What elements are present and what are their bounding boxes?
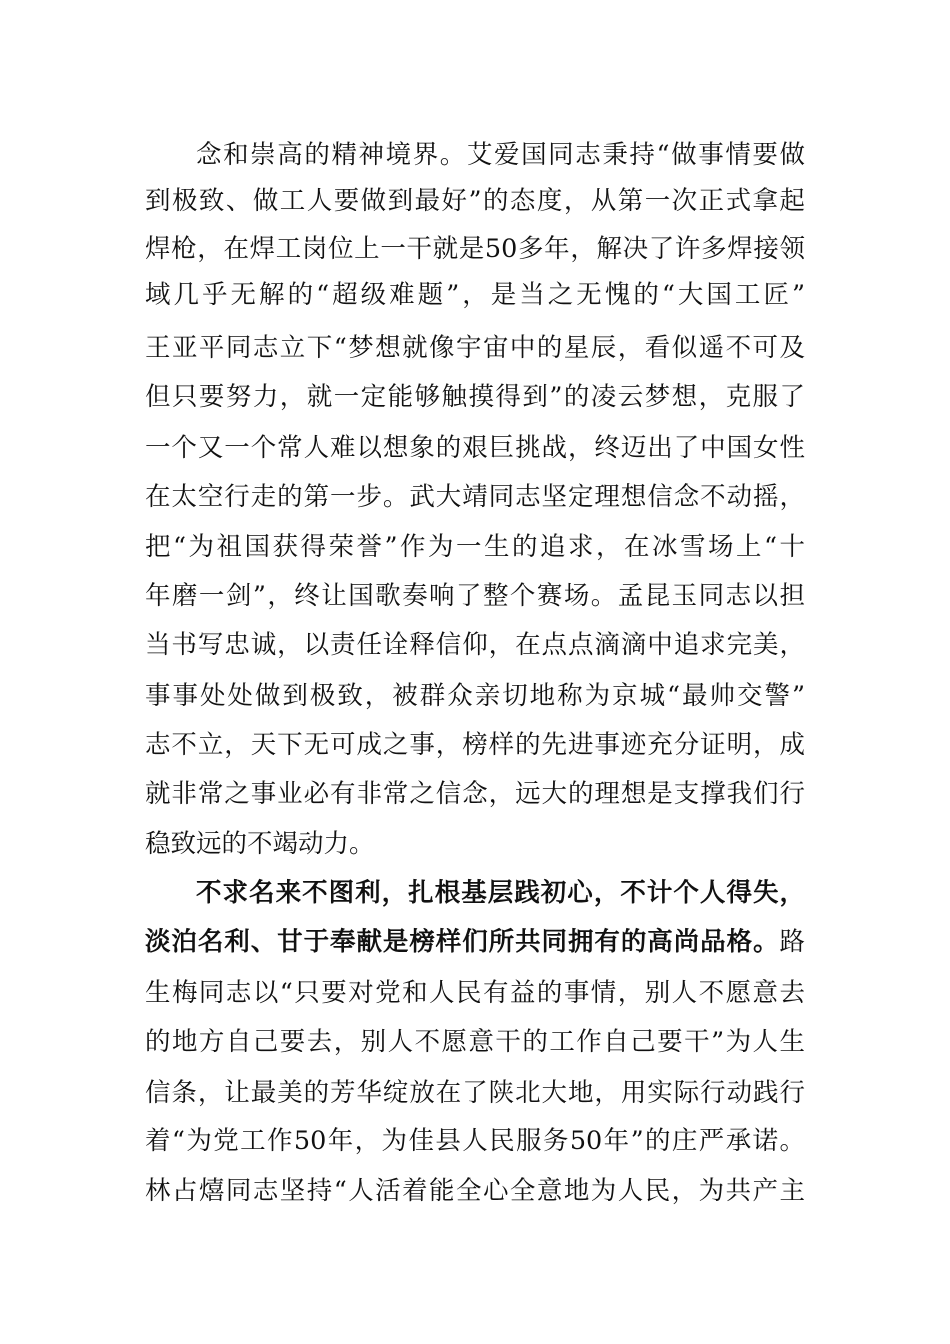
text-line: 就非常之事业必有非常之信念，远大的理想是支撑我们行 — [145, 779, 805, 809]
text-line: 信条，让最美的芳华绽放在了陕北大地，用实际行动践行 — [145, 1078, 805, 1108]
text-line: 念和崇高的精神境界。艾爱国同志秉持“做事情要做 — [196, 140, 805, 170]
text-line: 生梅同志以“只要对党和人民有益的事情，别人不愿意去 — [145, 978, 805, 1008]
text-line: 的地方自己要去，别人不愿意干的工作自己要干”为人生 — [145, 1027, 805, 1057]
text-line-bold: 不求名来不图利，扎根基层践初心，不计个人得失， — [196, 878, 805, 908]
text-line: 但只要努力，就一定能够触摸得到”的凌云梦想，克服了 — [145, 382, 805, 412]
text-line: 到极致、做工人要做到最好”的态度，从第一次正式拿起 — [145, 186, 805, 216]
text-line: 一个又一个常人难以想象的艰巨挑战，终迈出了中国女性 — [145, 433, 805, 463]
text-line: 事事处处做到极致，被群众亲切地称为京城“最帅交警” — [145, 681, 805, 711]
text-line: 域几乎无解的“超级难题”，是当之无愧的“大国工匠” — [145, 280, 805, 310]
text-line: 林占熺同志坚持“人活着能全心全意地为人民，为共产主 — [145, 1176, 805, 1206]
text-line: 王亚平同志立下“梦想就像宇宙中的星辰，看似遥不可及 — [145, 333, 805, 363]
text-segment: 路 — [779, 927, 805, 957]
text-line: 稳致远的不竭动力。 — [145, 829, 375, 859]
text-line: 把“为祖国获得荣誉”作为一生的追求，在冰雪场上“十 — [145, 532, 805, 562]
text-line: 年磨一剑”，终让国歌奏响了整个赛场。孟昆玉同志以担 — [145, 581, 805, 611]
text-line: 焊枪，在焊工岗位上一干就是50多年，解决了许多焊接领 — [145, 234, 805, 264]
text-line-mixed — [145, 919, 805, 965]
bold-text-segment: 淡泊名利、甘于奉献是榜样们所共同拥有的高尚品格。 — [145, 927, 780, 957]
text-line: 着“为党工作50年，为佳县人民服务50年”的庄严承诺。 — [145, 1126, 805, 1156]
text-line: 志不立，天下无可成之事，榜样的先进事迹充分证明，成 — [145, 730, 805, 760]
text-line: 在太空行走的第一步。武大靖同志坚定理想信念不动摇， — [145, 482, 805, 512]
text-line: 当书写忠诚，以责任诠释信仰，在点点滴滴中追求完美， — [145, 630, 805, 660]
